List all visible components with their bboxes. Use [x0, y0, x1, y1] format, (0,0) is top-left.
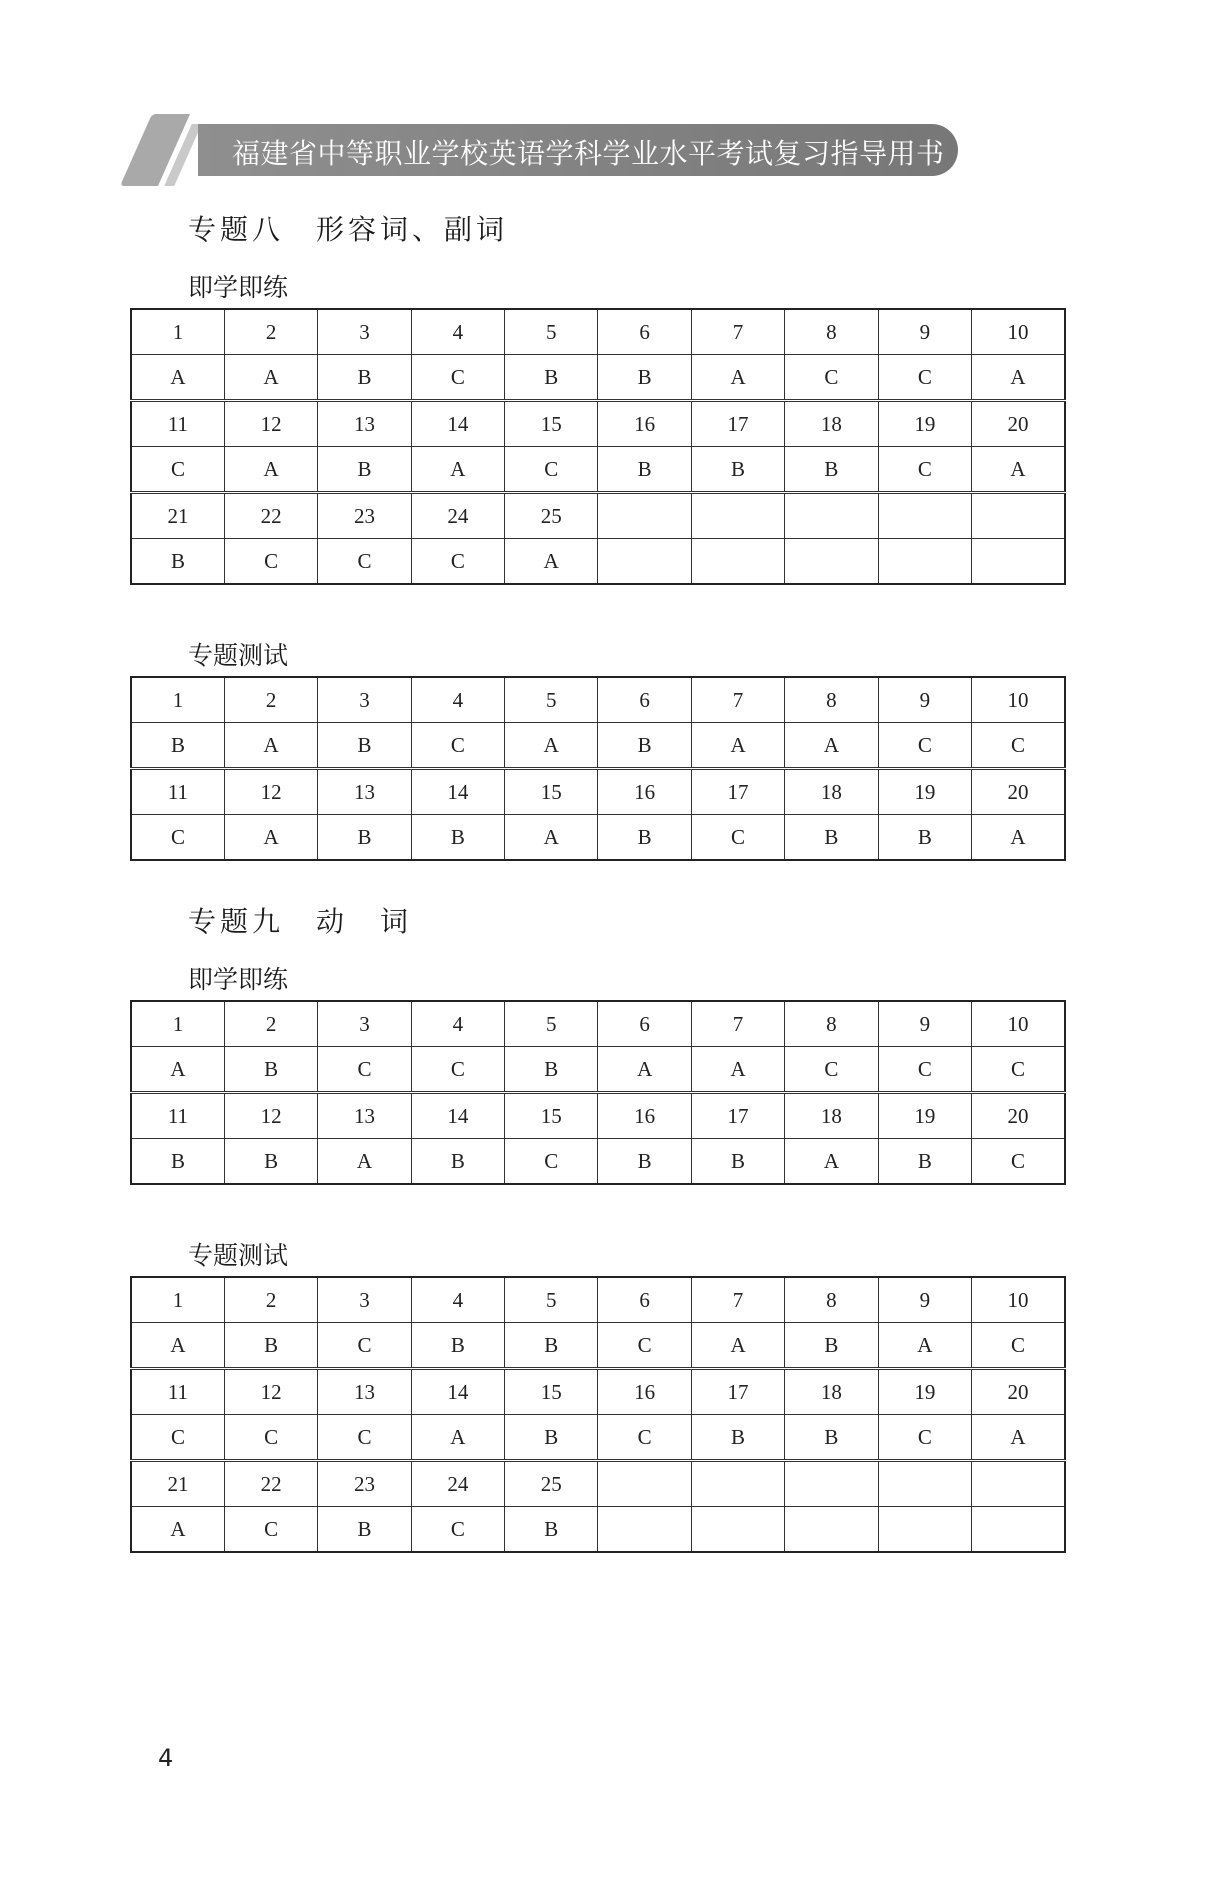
- answer-cell: B: [505, 1415, 598, 1461]
- answer-cell: [598, 1507, 691, 1553]
- question-number-row: [131, 1093, 1065, 1139]
- answer-cell: C: [785, 355, 878, 401]
- answer-cell: B: [318, 815, 411, 861]
- question-number-cell: [878, 493, 971, 539]
- answer-cell: B: [318, 1507, 411, 1553]
- question-number-row: [131, 1277, 1065, 1323]
- answer-cell: C: [131, 447, 224, 493]
- question-number-cell: 7: [691, 677, 784, 723]
- answer-cell: C: [224, 539, 317, 585]
- question-number-cell: [785, 493, 878, 539]
- answer-cell: A: [131, 1323, 224, 1369]
- answer-cell: C: [318, 1323, 411, 1369]
- answer-cell: B: [691, 1415, 784, 1461]
- answer-table: [130, 308, 1066, 585]
- question-number-cell: 16: [598, 401, 691, 447]
- question-number-cell: 4: [411, 1277, 504, 1323]
- question-number-cell: 11: [131, 1093, 224, 1139]
- answer-cell: B: [691, 447, 784, 493]
- question-number-cell: 5: [505, 677, 598, 723]
- question-number-cell: 11: [131, 401, 224, 447]
- answer-cell: B: [131, 723, 224, 769]
- question-number-cell: 13: [318, 1369, 411, 1415]
- question-number-cell: 12: [224, 401, 317, 447]
- answer-cell: B: [411, 1323, 504, 1369]
- question-number-cell: 4: [411, 1001, 504, 1047]
- question-number-cell: 18: [785, 1093, 878, 1139]
- question-number-cell: 15: [505, 1093, 598, 1139]
- answer-cell: B: [691, 1139, 784, 1185]
- answer-cell: C: [131, 1415, 224, 1461]
- question-number-row: [131, 769, 1065, 815]
- answer-cell: C: [411, 355, 504, 401]
- answer-cell: C: [972, 1139, 1065, 1185]
- answer-cell: B: [785, 447, 878, 493]
- answer-row: [131, 1139, 1065, 1185]
- question-number-cell: 9: [878, 677, 971, 723]
- question-number-cell: 8: [785, 677, 878, 723]
- answer-cell: [972, 1507, 1065, 1553]
- question-number-cell: 2: [224, 677, 317, 723]
- question-number-cell: 16: [598, 769, 691, 815]
- answer-table: [130, 676, 1066, 861]
- question-number-cell: 18: [785, 1369, 878, 1415]
- answer-cell: B: [224, 1139, 317, 1185]
- answer-cell: A: [691, 355, 784, 401]
- answer-cell: C: [318, 539, 411, 585]
- answer-row: [131, 1415, 1065, 1461]
- answer-cell: C: [972, 1047, 1065, 1093]
- answer-cell: B: [131, 1139, 224, 1185]
- question-number-cell: 24: [411, 1461, 504, 1507]
- question-number-cell: [691, 493, 784, 539]
- answer-cell: B: [505, 355, 598, 401]
- answer-cell: A: [224, 723, 317, 769]
- question-number-cell: 6: [598, 1277, 691, 1323]
- answer-cell: B: [411, 815, 504, 861]
- page-number: 4: [158, 1744, 174, 1772]
- question-number-cell: 25: [505, 1461, 598, 1507]
- answer-cell: C: [411, 539, 504, 585]
- question-number-cell: 19: [878, 769, 971, 815]
- question-number-cell: 4: [411, 677, 504, 723]
- question-number-cell: [972, 1461, 1065, 1507]
- part-subtitle: 即学即练: [188, 965, 289, 994]
- question-number-cell: 9: [878, 1001, 971, 1047]
- answer-cell: B: [505, 1507, 598, 1553]
- answer-cell: A: [505, 723, 598, 769]
- question-number-cell: 3: [318, 677, 411, 723]
- answer-cell: B: [878, 1139, 971, 1185]
- question-number-cell: [598, 1461, 691, 1507]
- question-number-cell: 19: [878, 1369, 971, 1415]
- answer-cell: [972, 539, 1065, 585]
- answer-cell: C: [878, 723, 971, 769]
- answer-table: [130, 1276, 1066, 1553]
- answer-row: [131, 355, 1065, 401]
- answer-cell: A: [972, 355, 1065, 401]
- question-number-cell: 23: [318, 1461, 411, 1507]
- question-number-cell: 1: [131, 1001, 224, 1047]
- answer-cell: C: [972, 1323, 1065, 1369]
- answer-cell: A: [131, 355, 224, 401]
- answer-cell: [878, 1507, 971, 1553]
- question-number-cell: 7: [691, 309, 784, 355]
- question-number-row: [131, 401, 1065, 447]
- answer-cell: C: [878, 1047, 971, 1093]
- question-number-row: [131, 1001, 1065, 1047]
- question-number-cell: [878, 1461, 971, 1507]
- answer-cell: B: [598, 1139, 691, 1185]
- answer-cell: A: [691, 723, 784, 769]
- question-number-cell: 20: [972, 769, 1065, 815]
- answer-cell: C: [598, 1415, 691, 1461]
- question-number-row: [131, 1369, 1065, 1415]
- question-number-cell: [972, 493, 1065, 539]
- answer-cell: A: [131, 1047, 224, 1093]
- question-number-cell: 7: [691, 1001, 784, 1047]
- question-number-cell: 21: [131, 1461, 224, 1507]
- answer-cell: A: [224, 815, 317, 861]
- answer-cell: C: [318, 1047, 411, 1093]
- answer-cell: [878, 539, 971, 585]
- answer-cell: C: [878, 355, 971, 401]
- question-number-cell: [691, 1461, 784, 1507]
- question-number-cell: 17: [691, 769, 784, 815]
- answer-cell: B: [598, 447, 691, 493]
- question-number-cell: 6: [598, 677, 691, 723]
- question-number-cell: 24: [411, 493, 504, 539]
- answer-cell: B: [131, 539, 224, 585]
- answer-cell: B: [785, 815, 878, 861]
- question-number-cell: 3: [318, 309, 411, 355]
- answer-cell: B: [224, 1047, 317, 1093]
- answer-cell: B: [598, 815, 691, 861]
- answer-cell: A: [972, 447, 1065, 493]
- question-number-cell: 6: [598, 309, 691, 355]
- answer-cell: A: [505, 815, 598, 861]
- question-number-cell: 23: [318, 493, 411, 539]
- question-number-cell: 7: [691, 1277, 784, 1323]
- answer-cell: [691, 1507, 784, 1553]
- answer-cell: A: [878, 1323, 971, 1369]
- answer-cell: C: [878, 1415, 971, 1461]
- question-number-cell: 16: [598, 1369, 691, 1415]
- answer-cell: C: [505, 447, 598, 493]
- answer-cell: A: [972, 815, 1065, 861]
- question-number-cell: 6: [598, 1001, 691, 1047]
- question-number-cell: 10: [972, 1277, 1065, 1323]
- question-number-cell: 10: [972, 1001, 1065, 1047]
- question-number-row: [131, 677, 1065, 723]
- part-subtitle: 即学即练: [188, 273, 289, 302]
- question-number-cell: 8: [785, 309, 878, 355]
- question-number-cell: 11: [131, 769, 224, 815]
- topic-title: 专题九 动 词: [188, 905, 413, 938]
- answer-cell: A: [785, 1139, 878, 1185]
- question-number-cell: 13: [318, 769, 411, 815]
- question-number-cell: 2: [224, 309, 317, 355]
- answer-cell: A: [691, 1047, 784, 1093]
- answer-cell: C: [224, 1507, 317, 1553]
- answer-cell: A: [411, 447, 504, 493]
- question-number-cell: 15: [505, 401, 598, 447]
- answer-cell: B: [785, 1415, 878, 1461]
- question-number-cell: 14: [411, 1093, 504, 1139]
- answer-cell: A: [224, 355, 317, 401]
- answer-cell: A: [224, 447, 317, 493]
- question-number-cell: 14: [411, 401, 504, 447]
- answer-cell: B: [505, 1323, 598, 1369]
- question-number-cell: 21: [131, 493, 224, 539]
- answer-cell: C: [598, 1323, 691, 1369]
- question-number-cell: 1: [131, 1277, 224, 1323]
- answer-cell: A: [598, 1047, 691, 1093]
- question-number-cell: 3: [318, 1277, 411, 1323]
- question-number-cell: 14: [411, 769, 504, 815]
- answer-cell: C: [411, 723, 504, 769]
- question-number-cell: 10: [972, 677, 1065, 723]
- question-number-row: [131, 309, 1065, 355]
- answer-cell: B: [598, 723, 691, 769]
- header-banner: [128, 110, 958, 186]
- question-number-cell: 10: [972, 309, 1065, 355]
- question-number-cell: 17: [691, 401, 784, 447]
- question-number-cell: 9: [878, 1277, 971, 1323]
- question-number-cell: 18: [785, 401, 878, 447]
- answer-cell: B: [318, 447, 411, 493]
- answer-table: [130, 1000, 1066, 1185]
- question-number-cell: 1: [131, 677, 224, 723]
- question-number-cell: 9: [878, 309, 971, 355]
- question-number-cell: 25: [505, 493, 598, 539]
- answer-cell: C: [972, 723, 1065, 769]
- answer-row: [131, 1323, 1065, 1369]
- answer-row: [131, 815, 1065, 861]
- question-number-cell: 8: [785, 1277, 878, 1323]
- question-number-cell: 12: [224, 1369, 317, 1415]
- question-number-cell: 2: [224, 1001, 317, 1047]
- answer-cell: [785, 539, 878, 585]
- answer-cell: A: [411, 1415, 504, 1461]
- answer-cell: A: [972, 1415, 1065, 1461]
- answer-cell: B: [318, 723, 411, 769]
- answer-row: [131, 723, 1065, 769]
- question-number-cell: 13: [318, 1093, 411, 1139]
- question-number-cell: 15: [505, 769, 598, 815]
- answer-cell: B: [505, 1047, 598, 1093]
- answer-cell: C: [411, 1047, 504, 1093]
- answer-cell: A: [785, 723, 878, 769]
- question-number-cell: 17: [691, 1369, 784, 1415]
- question-number-cell: 5: [505, 309, 598, 355]
- answer-cell: [785, 1507, 878, 1553]
- part-subtitle: 专题测试: [188, 1241, 289, 1270]
- answer-cell: [598, 539, 691, 585]
- question-number-cell: 4: [411, 309, 504, 355]
- question-number-cell: [785, 1461, 878, 1507]
- answer-cell: C: [411, 1507, 504, 1553]
- answer-cell: B: [598, 355, 691, 401]
- answer-row: [131, 447, 1065, 493]
- question-number-cell: 17: [691, 1093, 784, 1139]
- question-number-cell: 13: [318, 401, 411, 447]
- question-number-cell: 8: [785, 1001, 878, 1047]
- answer-cell: B: [411, 1139, 504, 1185]
- question-number-cell: 2: [224, 1277, 317, 1323]
- question-number-cell: 20: [972, 401, 1065, 447]
- question-number-cell: 5: [505, 1277, 598, 1323]
- question-number-cell: 22: [224, 493, 317, 539]
- question-number-row: [131, 1461, 1065, 1507]
- question-number-cell: 5: [505, 1001, 598, 1047]
- answer-cell: [691, 539, 784, 585]
- question-number-cell: 19: [878, 1093, 971, 1139]
- answer-cell: A: [505, 539, 598, 585]
- question-number-cell: 20: [972, 1369, 1065, 1415]
- answer-cell: B: [785, 1323, 878, 1369]
- question-number-cell: 1: [131, 309, 224, 355]
- answer-cell: A: [318, 1139, 411, 1185]
- answer-cell: B: [318, 355, 411, 401]
- question-number-cell: 11: [131, 1369, 224, 1415]
- answer-cell: A: [131, 1507, 224, 1553]
- question-number-cell: 12: [224, 1093, 317, 1139]
- answer-row: [131, 539, 1065, 585]
- question-number-cell: 15: [505, 1369, 598, 1415]
- answer-cell: A: [691, 1323, 784, 1369]
- question-number-cell: 19: [878, 401, 971, 447]
- answer-cell: C: [691, 815, 784, 861]
- answer-cell: B: [878, 815, 971, 861]
- answer-cell: C: [224, 1415, 317, 1461]
- question-number-cell: [598, 493, 691, 539]
- answer-row: [131, 1047, 1065, 1093]
- question-number-cell: 12: [224, 769, 317, 815]
- answer-cell: C: [318, 1415, 411, 1461]
- answer-cell: B: [224, 1323, 317, 1369]
- question-number-cell: 22: [224, 1461, 317, 1507]
- question-number-cell: 20: [972, 1093, 1065, 1139]
- question-number-cell: 18: [785, 769, 878, 815]
- question-number-cell: 14: [411, 1369, 504, 1415]
- answer-cell: C: [131, 815, 224, 861]
- question-number-cell: 16: [598, 1093, 691, 1139]
- part-subtitle: 专题测试: [188, 641, 289, 670]
- book-title: 福建省中等职业学校英语学科学业水平考试复习指导用书: [232, 137, 945, 170]
- question-number-cell: 3: [318, 1001, 411, 1047]
- answer-cell: C: [878, 447, 971, 493]
- question-number-row: [131, 493, 1065, 539]
- topic-title: 专题八 形容词、副词: [188, 213, 509, 246]
- answer-row: [131, 1507, 1065, 1553]
- answer-cell: C: [505, 1139, 598, 1185]
- answer-cell: C: [785, 1047, 878, 1093]
